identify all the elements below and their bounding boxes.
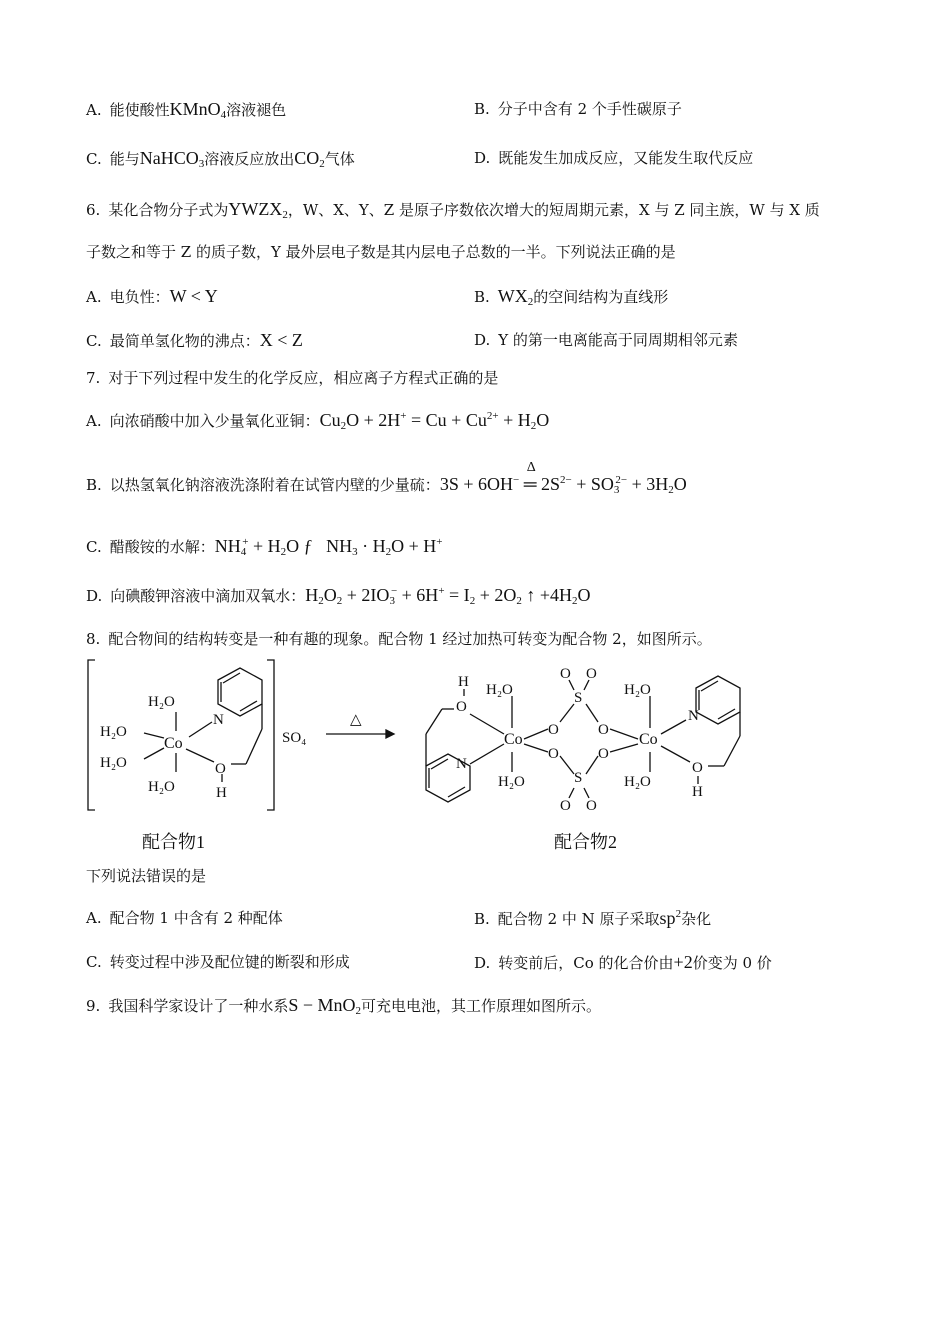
water-ligand-2a-top: H₂O	[486, 682, 513, 698]
water-ligand-left-upper: H₂O	[100, 724, 127, 740]
bracket-right	[267, 660, 274, 810]
q5-option-b: B. 分子中含有 2 个手性碳原子	[474, 100, 682, 118]
sulfur-oxygen-2: O	[586, 666, 597, 682]
q7-equation-c: $NH_4^+ + H_2O$ ƒ $NH_3 \cdot H_2O + H^+$	[214, 536, 443, 558]
q8-option-d: D. 转变前后，Co 的化合价由+2价变为 0 价	[474, 952, 772, 972]
q8-option-c: C. 转变过程中涉及配位键的断裂和形成	[86, 953, 350, 971]
hydroxyl-hydrogen-1: H	[216, 785, 227, 801]
q5-option-d: D. 既能发生加成反应，又能发生取代反应	[474, 149, 754, 167]
q6-option-d: D. Y 的第一电离能高于同周期相邻元素	[474, 331, 738, 349]
q8-option-b: B. 配合物 2 中 N 原子采取$sp^2$杂化	[474, 908, 712, 928]
q7-option-d: D. 向碘酸钾溶液中滴加双氧水：$H_2O_2 + 2IO_3^- + 6H^+ = I_2 + 2O_2$ ↑ $+4H_2O$	[86, 585, 591, 607]
water-ligand-top: H₂O	[148, 694, 175, 710]
water-ligand-left-lower: H₂O	[100, 755, 127, 771]
bridge-oxygen-2: O	[548, 746, 559, 762]
q7-option-c: C. 醋酸铵的水解：$NH_4^+ + H_2O$ ƒ $NH_3 \cdot H_2O + H^+$	[86, 536, 443, 558]
water-ligand-2b-top: H₂O	[624, 682, 651, 698]
water-ligand-bottom: H₂O	[148, 779, 175, 795]
q5-option-c: C. 能与NaHCO$_3$溶液反应放出$CO_2$气体	[86, 148, 355, 170]
complex-2-caption: 配合物2	[554, 832, 617, 852]
q8-stem: 8. 配合物间的结构转变是一种有趣的现象。配合物 1 经过加热可转变为配合物 2，如图所示。	[86, 630, 712, 648]
water-ligand-2a-bottom: H₂O	[498, 774, 525, 790]
bridge-oxygen-3: O	[598, 722, 609, 738]
q8-prompt: 下列说法错误的是	[86, 867, 207, 885]
sulfur-bottom: S	[574, 770, 583, 786]
q9-stem: 9. 我国科学家设计了一种水系S − MnO$_2$可充电电池，其工作原理如图所示。	[86, 995, 602, 1017]
pyridine-nitrogen-2a: N	[456, 756, 467, 772]
sulfur-top: S	[574, 690, 583, 706]
q8-option-a: A. 配合物 1 中含有 2 种配体	[86, 909, 283, 927]
sulfur-oxygen-1: O	[560, 666, 571, 682]
q7-equation-d: $H_2O_2 + 2IO_3^- + 6H^+ = I_2 + 2O_2$ ↑ $+4H_2O$	[305, 585, 591, 607]
cobalt-center-1: Co	[164, 735, 183, 752]
hydroxyl-oxygen-2a: O	[456, 699, 467, 715]
sulfur-oxygen-3: O	[560, 798, 571, 814]
bridge-oxygen-1: O	[548, 722, 559, 738]
hydroxyl-hydrogen-2b: H	[692, 784, 703, 800]
hydroxyl-oxygen-2b: O	[692, 760, 703, 776]
cobalt-center-2a: Co	[504, 731, 523, 748]
q7-option-b: B. 以热氢氧化钠溶液洗涤附着在试管内壁的少量硫：3S + 6OH− Δ ═ $2S^{2-} + SO_3^{2-} + 3H_2O$	[86, 460, 687, 496]
hydroxyl-hydrogen-2a: H	[458, 674, 469, 690]
q7-equation-a: $Cu_2O + 2H^+ = Cu + Cu^{2+} + H_2O$	[319, 410, 550, 432]
q6-stem-line1: 6. 某化合物分子式为$YWZX_2$，W、X、Y、Z 是原子序数依次增大的短周期元素，X 与 Z 同主族，W 与 X 质	[86, 199, 820, 221]
q7-stem: 7. 对于下列过程中发生的化学反应，相应离子方程式正确的是	[86, 369, 499, 387]
cobalt-center-2b: Co	[639, 731, 658, 748]
sulfur-oxygen-4: O	[586, 798, 597, 814]
pyridine-nitrogen-2b: N	[688, 708, 699, 724]
bridge-oxygen-4: O	[598, 746, 609, 762]
heat-symbol: △	[350, 712, 362, 728]
bracket-left	[88, 660, 95, 810]
complex-conversion-figure	[86, 654, 776, 864]
q6-option-c: C. 最简单氢化物的沸点：X < Z	[86, 330, 303, 350]
q5-option-a: A. 能使酸性KMnO$_4$溶液褪色	[86, 99, 287, 121]
hydroxyl-oxygen-1: O	[215, 761, 226, 777]
pyridine-nitrogen-1: N	[213, 712, 224, 728]
q6-stem-line2: 子数之和等于 Z 的质子数，Y 最外层电子数是其内层电子总数的一半。下列说法正确的是	[86, 243, 676, 261]
q7-option-a: A. 向浓硝酸中加入少量氧化亚铜：$Cu_2O + 2H^+ = Cu + Cu^{2+} + H_2O$	[86, 410, 550, 432]
complex-1-caption: 配合物1	[142, 832, 205, 852]
water-ligand-2b-bottom: H₂O	[624, 774, 651, 790]
q6-option-b: B. $WX_2$的空间结构为直线形	[474, 286, 669, 308]
sulfate-counterion: SO₄	[282, 730, 307, 746]
q7-equation-b: 3S + 6OH− Δ ═ $2S^{2-} + SO_3^{2-} + 3H_2O$	[439, 460, 687, 496]
q6-option-a: A. 电负性：W < Y	[86, 286, 218, 306]
